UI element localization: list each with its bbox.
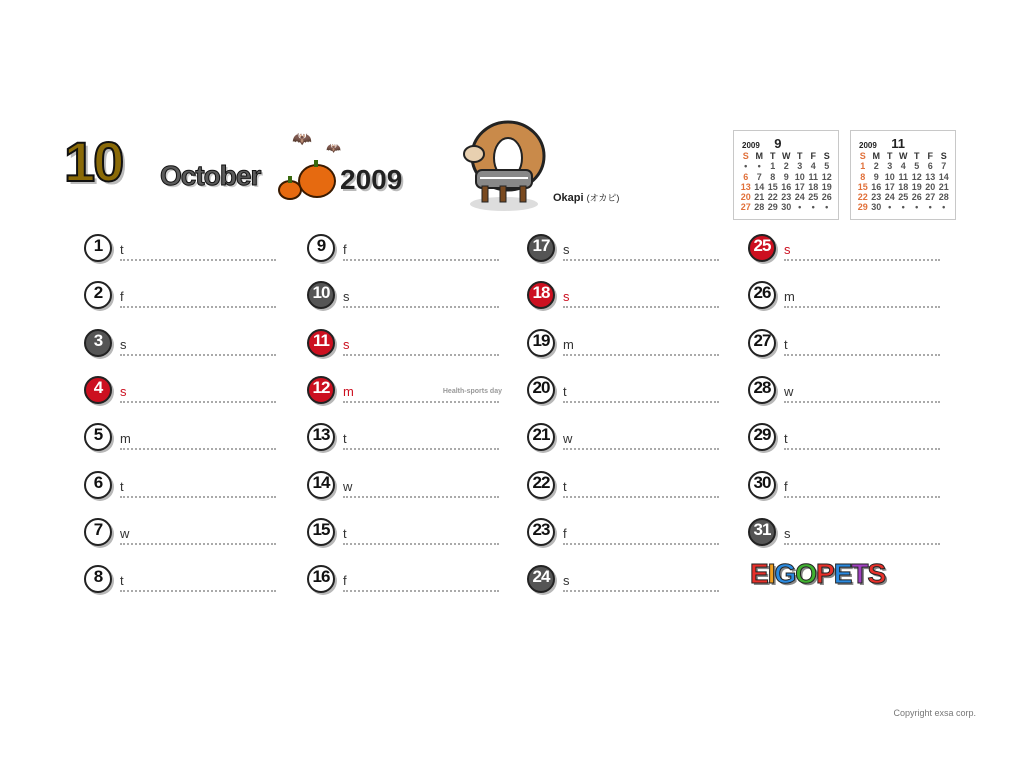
mini-calendar-date: 9 xyxy=(783,171,789,182)
mini-calendar-date: • xyxy=(757,161,761,172)
day-of-week-label: t xyxy=(563,478,567,494)
mini-calendar-date: 20 xyxy=(740,192,751,203)
mini-calendar-date: 20 xyxy=(925,181,936,192)
write-in-line xyxy=(120,401,276,403)
write-in-line xyxy=(343,496,499,498)
mini-calendar-date: 1 xyxy=(860,161,866,172)
day-of-week-label: t xyxy=(120,242,124,257)
mini-calendar-weekday: S xyxy=(742,151,749,161)
day-entry xyxy=(527,471,722,501)
mini-calendar-date: 12 xyxy=(911,171,922,182)
day-entry xyxy=(84,329,279,359)
day-number-badge: 13 xyxy=(307,423,335,451)
mini-calendar-weekday: T xyxy=(797,151,803,161)
mini-calendar-date: 27 xyxy=(740,202,751,213)
mini-calendar-date: • xyxy=(928,202,932,213)
mini-calendar-month: 11 xyxy=(891,136,905,151)
mini-calendar-date: 18 xyxy=(808,181,819,192)
day-entry xyxy=(748,376,943,406)
day-of-week-label: f xyxy=(120,289,124,305)
day-of-week-label: s xyxy=(784,242,791,257)
day-entry xyxy=(307,423,502,453)
mini-calendar-date: 5 xyxy=(914,161,920,172)
mini-calendar-date: 25 xyxy=(898,192,909,203)
mini-calendar-date: 14 xyxy=(938,171,949,182)
write-in-line xyxy=(563,306,719,308)
mini-calendar-weekday: S xyxy=(859,151,866,161)
day-of-week-label: t xyxy=(563,383,567,399)
day-number-badge: 30 xyxy=(748,471,776,499)
day-number-badge: 31 xyxy=(748,518,776,546)
write-in-line xyxy=(563,590,719,592)
day-of-week-label: t xyxy=(784,431,788,447)
day-of-week-label: f xyxy=(343,573,347,589)
pumpkin-icon xyxy=(298,164,336,198)
mini-calendar-date: 21 xyxy=(938,181,949,192)
mini-calendar-date: 26 xyxy=(911,192,922,203)
mini-calendar-date: 11 xyxy=(808,171,818,182)
day-number-badge: 4 xyxy=(84,376,112,404)
mini-calendar-date: 23 xyxy=(871,192,882,203)
write-in-line xyxy=(784,306,940,308)
mini-calendar-weekday: M xyxy=(755,151,763,161)
write-in-line xyxy=(563,543,719,545)
write-in-line xyxy=(343,543,499,545)
mascot-name-jp: (オカピ) xyxy=(586,193,620,203)
day-number-badge: 15 xyxy=(307,518,335,546)
write-in-line xyxy=(784,259,940,261)
day-entry xyxy=(527,234,722,264)
day-entry xyxy=(307,565,502,595)
write-in-line xyxy=(784,354,940,356)
day-entry xyxy=(527,376,722,406)
day-of-week-label: t xyxy=(784,336,788,352)
write-in-line xyxy=(784,496,940,498)
mini-calendar-weekday: W xyxy=(899,151,908,161)
mini-calendar-year: 2009 xyxy=(859,141,877,150)
day-number-badge: 1 xyxy=(84,234,112,262)
day-entry xyxy=(84,423,279,453)
mini-calendar-date: 3 xyxy=(797,161,803,172)
holiday-note: Health-sports day xyxy=(442,387,502,395)
day-of-week-label: m xyxy=(784,289,795,305)
mini-calendar-date: 27 xyxy=(925,192,936,203)
mini-calendar-weekday: T xyxy=(914,151,920,161)
day-number-badge: 17 xyxy=(527,234,555,262)
day-number-badge: 29 xyxy=(748,423,776,451)
logo-letter: P xyxy=(816,558,834,589)
mini-calendar-date: 13 xyxy=(740,181,751,192)
day-entry xyxy=(84,281,279,311)
mini-calendar-november xyxy=(850,130,956,220)
day-entry xyxy=(527,329,722,359)
day-number-badge: 7 xyxy=(84,518,112,546)
day-number-badge: 8 xyxy=(84,565,112,593)
month-number: 10 xyxy=(64,130,123,193)
write-in-line xyxy=(120,306,276,308)
copyright-text: Copyright exsa corp. xyxy=(893,708,976,718)
day-of-week-label: m xyxy=(343,383,354,399)
day-of-week-label: s xyxy=(120,336,127,352)
mini-calendar-weekday: S xyxy=(940,151,947,161)
mini-calendar-date: • xyxy=(888,202,892,213)
day-entry xyxy=(307,329,502,359)
mini-calendar-date: 29 xyxy=(767,202,778,213)
write-in-line xyxy=(343,401,499,403)
mini-calendar-september xyxy=(733,130,839,220)
mini-calendar-date: 22 xyxy=(767,192,778,203)
mini-calendar-date: 4 xyxy=(900,161,906,172)
day-of-week-label: w xyxy=(784,383,794,399)
day-entry xyxy=(527,423,722,453)
day-of-week-label: f xyxy=(343,242,347,257)
mini-calendar-date: 30 xyxy=(781,202,792,213)
mini-calendar-date: 7 xyxy=(941,161,947,172)
mini-calendar-date: 10 xyxy=(884,171,895,182)
mini-calendar-date: 2 xyxy=(783,161,789,172)
logo-letter: E xyxy=(750,558,768,589)
mini-calendar-weekday: T xyxy=(887,151,893,161)
bat-icon: 🦇 xyxy=(292,131,312,148)
year-title: 2009 xyxy=(340,164,403,195)
day-of-week-label: s xyxy=(563,242,570,257)
day-number-badge: 23 xyxy=(527,518,555,546)
day-entry xyxy=(307,281,502,311)
write-in-line xyxy=(120,543,276,545)
mascot-name: Okapi xyxy=(553,192,584,204)
mini-calendar-grid xyxy=(856,151,951,213)
write-in-line xyxy=(120,354,276,356)
day-entry xyxy=(748,329,943,359)
day-number-badge: 5 xyxy=(84,423,112,451)
month-name: October xyxy=(160,160,261,191)
mini-calendar-date: 3 xyxy=(887,161,893,172)
day-entry xyxy=(84,518,279,548)
mini-calendar-weekday: T xyxy=(770,151,776,161)
mini-calendar-date: 25 xyxy=(808,192,819,203)
mini-calendar-date: • xyxy=(942,202,946,213)
write-in-line xyxy=(120,259,276,261)
mini-calendar-date: 14 xyxy=(754,181,765,192)
day-number-badge: 25 xyxy=(748,234,776,262)
day-number-badge: 20 xyxy=(527,376,555,404)
day-number-badge: 3 xyxy=(84,329,112,357)
mini-calendar-date: 26 xyxy=(821,192,832,203)
write-in-line xyxy=(784,543,940,545)
mini-calendar-weekday: F xyxy=(810,151,816,161)
day-entry xyxy=(748,234,943,264)
mini-calendar-date: 30 xyxy=(871,202,882,213)
day-of-week-label: t xyxy=(343,431,347,447)
mini-calendar-month: 9 xyxy=(774,136,782,151)
write-in-line xyxy=(120,496,276,498)
day-entry xyxy=(307,376,502,406)
mini-calendar-date: 2 xyxy=(873,161,879,172)
day-of-week-label: m xyxy=(563,336,574,352)
write-in-line xyxy=(120,448,276,450)
day-entry xyxy=(84,234,279,264)
mini-calendar-date: 16 xyxy=(781,181,792,192)
mini-calendar-date: 23 xyxy=(781,192,792,203)
logo-letter: G xyxy=(774,558,796,589)
day-number-badge: 16 xyxy=(307,565,335,593)
okapi-mascot-icon xyxy=(462,118,548,214)
day-entry xyxy=(748,281,943,311)
mini-calendar-date: 4 xyxy=(810,161,816,172)
mini-calendar-date: 5 xyxy=(824,161,830,172)
write-in-line xyxy=(343,259,499,261)
mini-calendar-weekday: W xyxy=(782,151,791,161)
day-entry xyxy=(527,518,722,548)
mini-calendar-date: 19 xyxy=(821,181,832,192)
mini-calendar-date: 9 xyxy=(873,171,879,182)
mini-calendar-weekday: F xyxy=(927,151,933,161)
day-number-badge: 11 xyxy=(307,329,335,357)
mini-calendar-date: • xyxy=(825,202,829,213)
mini-calendar-date: • xyxy=(811,202,815,213)
day-number-badge: 26 xyxy=(748,281,776,309)
day-of-week-label: m xyxy=(120,431,131,447)
mini-calendar-date: 28 xyxy=(938,192,949,203)
write-in-line xyxy=(343,354,499,356)
write-in-line xyxy=(120,590,276,592)
day-number-badge: 18 xyxy=(527,281,555,309)
mini-calendar-date: 6 xyxy=(927,161,933,172)
mini-calendar-date: 7 xyxy=(756,171,762,182)
day-number-badge: 21 xyxy=(527,423,555,451)
mini-calendar-date: 17 xyxy=(884,181,895,192)
day-entry xyxy=(748,423,943,453)
mini-calendar-date: 8 xyxy=(770,171,776,182)
day-of-week-label: s xyxy=(784,525,791,541)
bat-icon: 🦇 xyxy=(326,141,341,155)
day-of-week-label: s xyxy=(563,573,570,589)
mini-calendar-year: 2009 xyxy=(742,141,760,150)
day-entry xyxy=(748,471,943,501)
day-number-badge: 19 xyxy=(527,329,555,357)
eigopets-logo xyxy=(750,560,885,588)
mini-calendar-date: 18 xyxy=(898,181,909,192)
write-in-line xyxy=(563,259,719,261)
mini-calendar-date: 17 xyxy=(794,181,805,192)
day-of-week-label: w xyxy=(120,525,130,541)
day-of-week-label: t xyxy=(120,573,124,589)
mini-calendar-date: 6 xyxy=(743,171,749,182)
day-entry xyxy=(307,518,502,548)
day-of-week-label: t xyxy=(120,478,124,494)
day-of-week-label: s xyxy=(120,383,127,399)
day-of-week-label: s xyxy=(343,336,350,352)
day-number-badge: 22 xyxy=(527,471,555,499)
day-of-week-label: w xyxy=(563,431,573,447)
mini-calendar-date: 28 xyxy=(754,202,765,213)
write-in-line xyxy=(563,448,719,450)
mini-calendar-date: 12 xyxy=(821,171,832,182)
mascot-label xyxy=(553,191,619,204)
day-number-badge: 24 xyxy=(527,565,555,593)
day-number-badge: 14 xyxy=(307,471,335,499)
logo-letter: T xyxy=(851,558,868,589)
mini-calendar-date: 13 xyxy=(925,171,936,182)
mini-calendar-date: • xyxy=(744,161,748,172)
day-of-week-label: w xyxy=(343,478,353,494)
mini-calendar-date: 10 xyxy=(794,171,805,182)
logo-letter: O xyxy=(795,558,817,589)
day-entry xyxy=(307,471,502,501)
mini-calendar-date: 15 xyxy=(767,181,778,192)
mini-calendar-grid xyxy=(739,151,834,213)
mini-calendar-date: 8 xyxy=(860,171,866,182)
mini-calendar-date: 19 xyxy=(911,181,922,192)
mini-calendar-weekday: S xyxy=(823,151,830,161)
mini-calendar-weekday: M xyxy=(872,151,880,161)
day-number-badge: 2 xyxy=(84,281,112,309)
mini-calendar-date: 29 xyxy=(857,202,868,213)
mini-calendar-date: • xyxy=(915,202,919,213)
logo-letter: S xyxy=(867,558,886,589)
write-in-line xyxy=(343,306,499,308)
write-in-line xyxy=(343,448,499,450)
day-entry xyxy=(527,281,722,311)
mini-calendar-date: 24 xyxy=(884,192,895,203)
day-entry xyxy=(748,518,943,548)
day-entry xyxy=(84,376,279,406)
write-in-line xyxy=(563,401,719,403)
mini-calendar-date: 15 xyxy=(857,181,868,192)
mini-calendar-date: • xyxy=(798,202,802,213)
write-in-line xyxy=(343,590,499,592)
day-entry xyxy=(307,234,502,264)
day-entry xyxy=(527,565,722,595)
write-in-line xyxy=(784,401,940,403)
day-entry xyxy=(84,565,279,595)
day-of-week-label: t xyxy=(343,525,347,541)
day-number-badge: 10 xyxy=(307,281,335,309)
day-number-badge: 9 xyxy=(307,234,335,262)
day-number-badge: 12 xyxy=(307,376,335,404)
day-number-badge: 28 xyxy=(748,376,776,404)
mini-calendar-date: 1 xyxy=(770,161,776,172)
write-in-line xyxy=(784,448,940,450)
write-in-line xyxy=(563,496,719,498)
day-of-week-label: s xyxy=(343,289,350,305)
mini-calendar-date: 22 xyxy=(857,192,868,203)
write-in-line xyxy=(563,354,719,356)
logo-letter: I xyxy=(767,558,775,589)
mini-calendar-date: • xyxy=(901,202,905,213)
day-number-badge: 6 xyxy=(84,471,112,499)
mini-calendar-date: 16 xyxy=(871,181,882,192)
day-of-week-label: f xyxy=(563,525,567,541)
day-entry xyxy=(84,471,279,501)
day-of-week-label: s xyxy=(563,289,570,305)
mini-calendar-date: 21 xyxy=(754,192,765,203)
day-number-badge: 27 xyxy=(748,329,776,357)
mini-calendar-date: 24 xyxy=(794,192,805,203)
mini-calendar-date: 11 xyxy=(898,171,908,182)
logo-letter: E xyxy=(833,558,852,589)
day-of-week-label: f xyxy=(784,478,788,494)
